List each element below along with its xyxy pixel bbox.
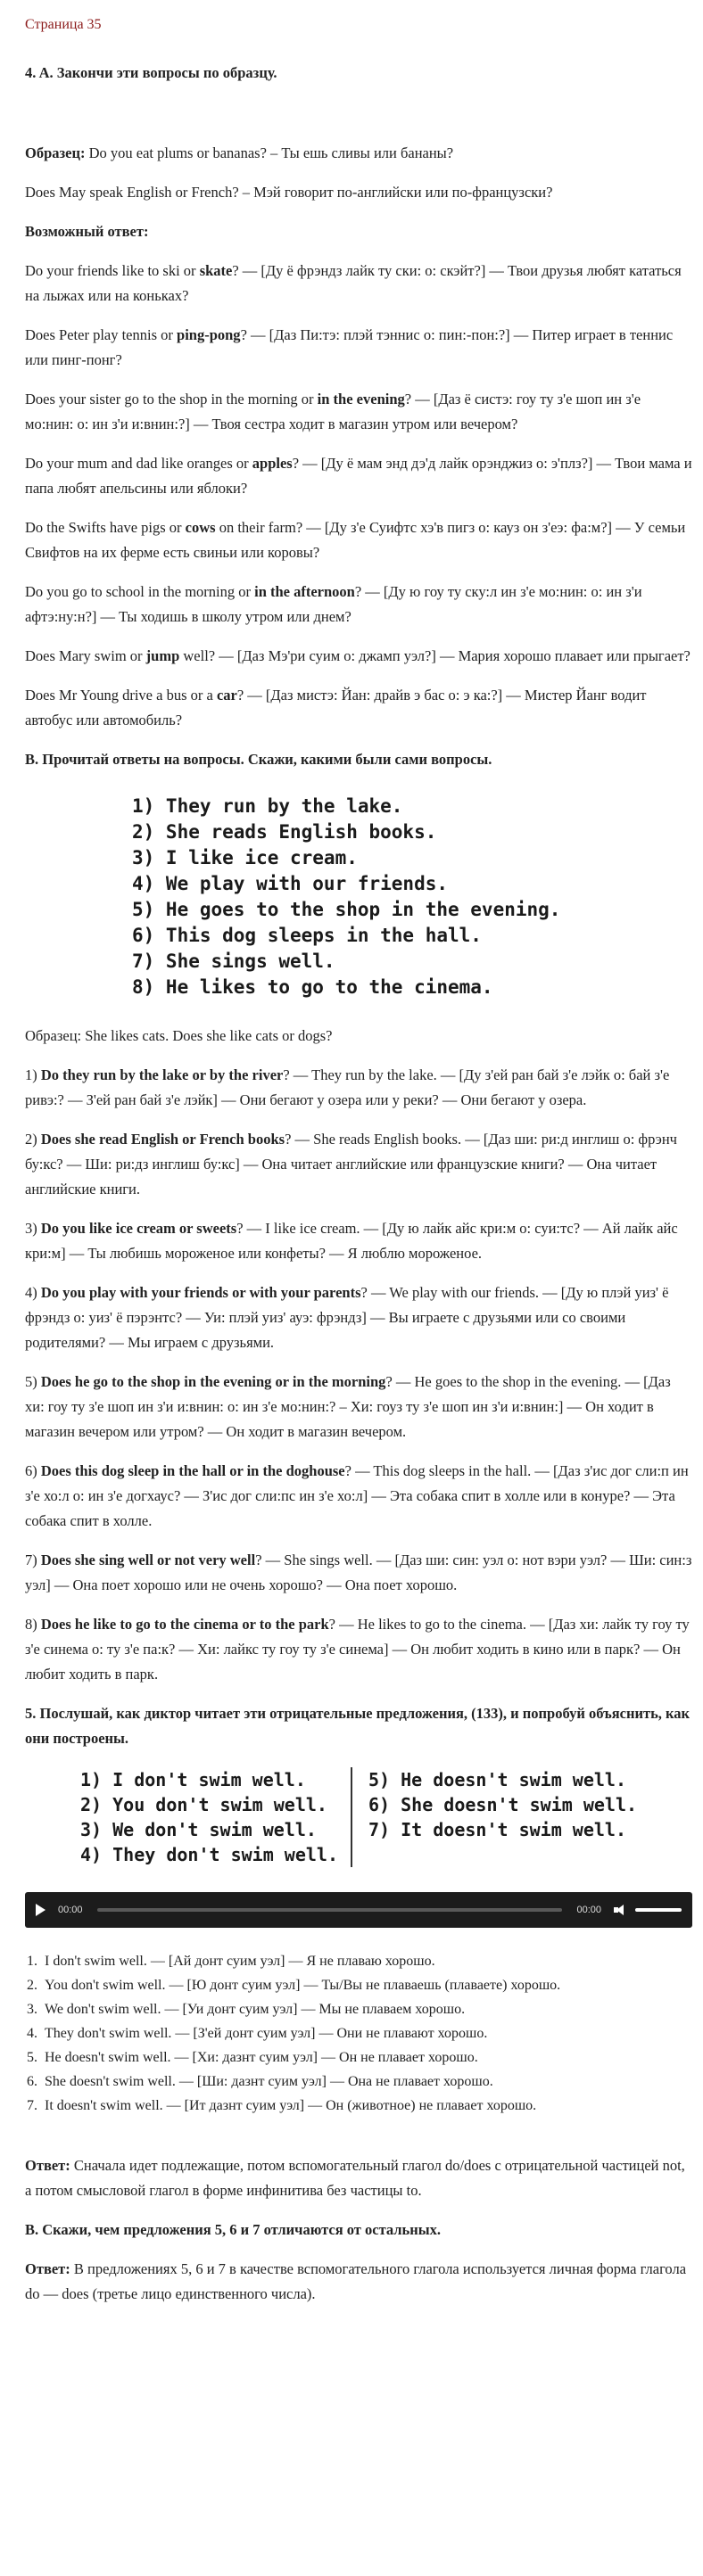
part-a-item: Do your friends like to ski or skate? — [Ду ё фрэндз лайк ту ски: о: скэйт?] — Твои друзья любят кататься на лыжах или на коньках?	[25, 262, 682, 304]
neg-line: 1) I don't swim well.	[80, 1769, 306, 1790]
answer-paragraph-b	[25, 2257, 692, 2307]
sentence-line: 8) He likes to go to the cinema.	[132, 976, 493, 998]
answer-label-b: Ответ:	[25, 2260, 70, 2277]
part-a-item: Do the Swifts have pigs or cows on their farm? — [Ду з'е Суифтс хэ'в пигз о: кауз он з'еэ: фа:м?] — У семьи Свифтов на их ферме есть свиньи или коровы?	[25, 519, 686, 561]
negative-sentences-image	[80, 1767, 692, 1867]
audio-player	[25, 1892, 692, 1928]
answer-label: Ответ:	[25, 2157, 70, 2174]
neg-line: 6) She doesn't swim well.	[368, 1794, 638, 1815]
volume-slider[interactable]	[635, 1908, 682, 1912]
list-item: 1. I don't swim well. — [Ай донт суим уэл] — Я не плаваю хорошо.	[41, 1949, 692, 1973]
part-a-item: Does your sister go to the shop in the morning or in the evening? — [Даз ё систэ: гоу ту з'е шоп ин з'е мо:нин: о: ин з'и и:внин:?] — Твоя сестра ходит в магазин утром или вечером?	[25, 391, 641, 432]
part-a-item: Do your mum and dad like oranges or apples? — [Ду ё мам энд дэ'д лайк орэнджиз о: э'плз?] — Твои мама и папа любят апельсины или яблоки?	[25, 455, 692, 497]
part-a-item: Does Mr Young drive a bus or a car? — [Даз мистэ: Йан: драйв э бас о: э ка:?] — Мистер Йанг водит автобус или автомобиль?	[25, 687, 647, 728]
sentences-image	[25, 794, 692, 1000]
part-b-answer: 7) Does she sing well or not very well? — She sings well. — [Даз ши: син: уэл о: нот вэри уэл? — Ши: син:з уэл] — Она поет хорошо или не очень хорошо? — Она поет хорошо.	[25, 1551, 692, 1593]
answer-paragraph	[25, 2153, 692, 2203]
sentence-line: 4) We play with our friends.	[132, 873, 449, 894]
list-item: 2. You don't swim well. — [Ю донт суим уэл] — Ты/Вы не плаваешь (плаваете) хорошо.	[41, 1973, 692, 1997]
example-text: Do you eat plums or bananas? – Ты ешь сливы или бананы?	[85, 144, 454, 161]
possible-answer-label: Возможный ответ:	[25, 223, 149, 240]
part-a-heading: 4. A. Закончи эти вопросы по образцу.	[25, 64, 277, 81]
translations-list	[25, 1949, 692, 2118]
sentence-line: 7) She sings well.	[132, 951, 335, 972]
audio-duration: 00:00	[576, 1905, 601, 1915]
example-line	[25, 141, 692, 166]
list-item: 4. They don't swim well. — [З'ей донт суим уэл] — Они не плавают хорошо.	[41, 2021, 692, 2045]
part-a-item: Does Mary swim or jump well? — [Даз Мэ'ри суим о: джамп уэл?] — Мария хорошо плавает или прыгает?	[25, 647, 691, 664]
example-line-2: Does May speak English or French? – Мэй говорит по-английски или по-французски?	[25, 184, 553, 201]
audio-current-time: 00:00	[58, 1905, 83, 1915]
part-b-example: Образец: She likes cats. Does she like cats or dogs?	[25, 1027, 333, 1044]
part-5b-heading: B. Скажи, чем предложения 5, 6 и 7 отличаются от остальных.	[25, 2221, 442, 2238]
list-item: 3. We don't swim well. — [Уи донт суим уэл] — Мы не плаваем хорошо.	[41, 1997, 692, 2021]
play-icon[interactable]	[36, 1904, 45, 1916]
part-a-items	[25, 259, 692, 733]
list-item: 7. It doesn't swim well. — [Ит дазнт суим уэл] — Он (животное) не плавает хорошо.	[41, 2094, 692, 2118]
part-b-answer: 4) Do you play with your friends or with your parents? — We play with our friends. — [Ду ю плэй уиз' ё фрэндз о: уиз' ё пэрэнтс? — Уи: плэй уиз' ауэ: фрэндз] — Вы играете с друзьями или со своими родителями? — Мы играем с друзьями.	[25, 1284, 669, 1351]
part-b-answers	[25, 1063, 692, 1687]
example-label: Образец:	[25, 144, 86, 161]
sentence-line: 6) This dog sleeps in the hall.	[132, 925, 482, 946]
sentence-line: 2) She reads English books.	[132, 821, 437, 843]
part-b-answer: 3) Do you like ice cream or sweets? — I like ice cream. — [Ду ю лайк айс кри:м о: суи:тс? — Ай лайк айс кри:м] — Ты любишь мороженое или конфеты? — Я люблю мороженое.	[25, 1220, 678, 1262]
sentence-line: 5) He goes to the shop in the evening.	[132, 899, 561, 920]
sentence-line: 1) They run by the lake.	[132, 795, 403, 817]
part-b-answer: 1) Do they run by the lake or by the river? — They run by the lake. — [Ду з'ей ран бай з'е лэйк о: бай з'е ривэ:? — З'ей ран бай з'е лэйк] — Они бегают у озера или у реки? — Они бегают у озера.	[25, 1066, 670, 1108]
neg-line: 4) They don't swim well.	[80, 1844, 338, 1865]
neg-line: 7) It doesn't swim well.	[368, 1819, 626, 1840]
audio-progress-bar[interactable]	[97, 1908, 563, 1912]
part-a-item: Do you go to school in the morning or in the afternoon? — [Ду ю гоу ту ску:л ин з'е мо:нин: о: ин з'и афтэ:ну:н?] — Ты ходишь в школу утром или днем?	[25, 583, 642, 625]
list-item: 6. She doesn't swim well. — [Ши: дазнт суим уэл] — Она не плавает хорошо.	[41, 2070, 692, 2094]
sentence-line: 3) I like ice cream.	[132, 847, 358, 868]
part-b-answer: 6) Does this dog sleep in the hall or in the doghouse? — This dog sleeps in the hall. — [Даз з'ис дог сли:п ин з'е хо:л о: ин з'е догхаус? — З'ис дог сли:пс ин з'е хо:л] — Эта собака спит в холле или в конуре? — Эта собака спит в холле.	[25, 1462, 689, 1529]
list-item: 5. He doesn't swim well. — [Хи: дазнт суим уэл] — Он не плавает хорошо.	[41, 2045, 692, 2070]
answer-text-b: В предложениях 5, 6 и 7 в качестве вспомогательного глагола используется личная форма глагола do — does (третье лицо единственного числа).	[25, 2260, 687, 2302]
part-b-answer: 5) Does he go to the shop in the evening or in the morning? — He goes to the shop in the evening. — [Даз хи: гоу ту з'е шоп ин з'и и:внин: о: ин з'е мо:нин:? – Хи: гоуз ту з'е шоп ин з'и и:внин:] — Он ходит в магазин вечером или утром? — Он ходит в магазин вечером.	[25, 1373, 671, 1440]
answer-text: Сначала идет подлежащие, потом вспомогательный глагол do/does с отрицательной частицей not, а потом смысловой глагол в форме инфинитива без частицы to.	[25, 2157, 685, 2199]
page-number-link[interactable]: Страница 35	[25, 17, 102, 32]
part-5-heading: 5. Послушай, как диктор читает эти отрицательные предложения, (133), и попробуй объяснить, как они построены.	[25, 1705, 691, 1747]
neg-line: 3) We don't swim well.	[80, 1819, 317, 1840]
part-b-answer: 2) Does she read English or French books? — She reads English books. — [Даз ши: ри:д инглиш о: фрэнч бу:кс? — Ши: ри:дз инглиш бу:кс] — Она читает английские или французские книги? — Она читает английские книги.	[25, 1131, 677, 1197]
neg-line: 2) You don't swim well.	[80, 1794, 327, 1815]
part-b-answer: 8) Does he like to go to the cinema or to the park? — He likes to go to the cinema. — [Даз хи: лайк ту гоу ту з'е синема о: ту з'е па:к? — Хи: лайкс ту гоу ту з'е синема] — Он любит ходить в кино или в парк? — Он любит ходить в парк.	[25, 1616, 690, 1683]
part-a-item: Does Peter play tennis or ping-pong? — [Даз Пи:тэ: плэй тэннис о: пин:-пон:?] — Питер играет в теннис или пинг-понг?	[25, 326, 674, 368]
negative-col-left	[80, 1767, 351, 1867]
part-b-heading: B. Прочитай ответы на вопросы. Скажи, какими были сами вопросы.	[25, 751, 492, 768]
negative-col-right	[351, 1767, 649, 1867]
neg-line: 5) He doesn't swim well.	[368, 1769, 626, 1790]
volume-icon[interactable]	[614, 1905, 626, 1915]
